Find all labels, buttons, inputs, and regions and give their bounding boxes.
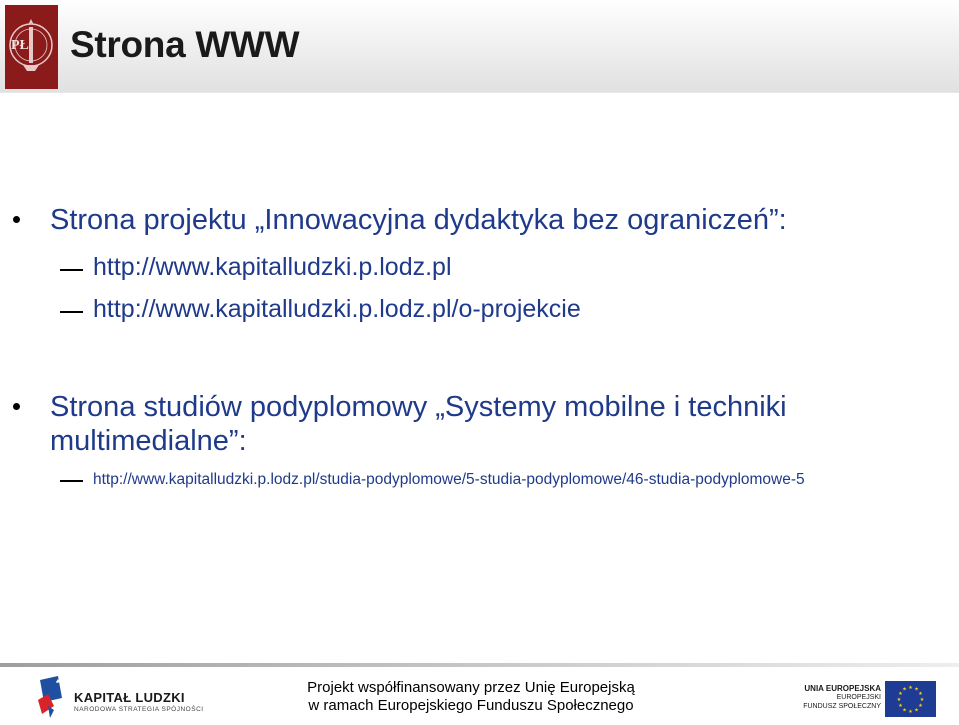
footer-divider [0, 663, 959, 667]
item-postgrad-line1: Strona studiów podyplomowy „Systemy mobilne i techniki [50, 391, 787, 423]
eu-label-line1: UNIA EUROPEJSKA [804, 684, 881, 693]
page-title: Strona WWW [70, 24, 300, 65]
dash-icon [60, 269, 83, 271]
svg-text:★: ★ [898, 691, 903, 697]
bullet-icon [13, 403, 20, 410]
bullet-icon [13, 216, 20, 223]
cofinancing-note [296, 679, 646, 715]
eu-label [781, 684, 881, 711]
university-emblem-icon [5, 5, 58, 89]
svg-text:★: ★ [908, 709, 913, 715]
link-project-about[interactable]: http://www.kapitalludzki.p.lodz.pl/o-projekcie [93, 295, 581, 323]
kapital-ludzki-subtitle: NARODOWA STRATEGIA SPÓJNOŚCI [74, 706, 204, 713]
svg-text:★: ★ [898, 703, 903, 709]
svg-text:★: ★ [918, 691, 923, 697]
eu-label-line2: EUROPEJSKI [836, 694, 881, 701]
svg-text:★: ★ [919, 697, 925, 703]
university-logo [5, 5, 58, 89]
svg-text:★: ★ [914, 707, 919, 714]
cofinancing-line2: w ramach Europejskiego Funduszu Społecznego [308, 697, 634, 714]
link-postgrad-studies[interactable]: http://www.kapitalludzki.p.lodz.pl/studia-podyplomowe/5-studia-podyplomowe/46-studia-podyplomowe-5 [93, 471, 805, 488]
svg-text:★: ★ [908, 685, 913, 691]
item-project-page: Strona projektu „Innowacyjna dydaktyka bez ograniczeń”: [50, 204, 787, 236]
svg-text:★: ★ [902, 686, 907, 693]
cofinancing-line1: Projekt współfinansowany przez Unię Europejską [307, 679, 635, 696]
svg-text:PŁ: PŁ [11, 38, 29, 53]
kapital-ludzki-label: KAPITAŁ LUDZKI [74, 690, 185, 705]
svg-text:★: ★ [896, 697, 902, 703]
eu-label-line3: FUNDUSZ SPOŁECZNY [803, 703, 881, 710]
dash-icon [60, 480, 83, 482]
item-postgrad-line2: multimedialne”: [50, 425, 247, 457]
eu-flag-icon [885, 681, 936, 717]
kapital-ludzki-logo-icon [36, 676, 70, 720]
dash-icon [60, 311, 83, 313]
svg-text:★: ★ [918, 703, 923, 709]
svg-text:★: ★ [902, 707, 907, 714]
link-project-home[interactable]: http://www.kapitalludzki.p.lodz.pl [93, 253, 452, 281]
svg-text:★: ★ [914, 686, 919, 693]
